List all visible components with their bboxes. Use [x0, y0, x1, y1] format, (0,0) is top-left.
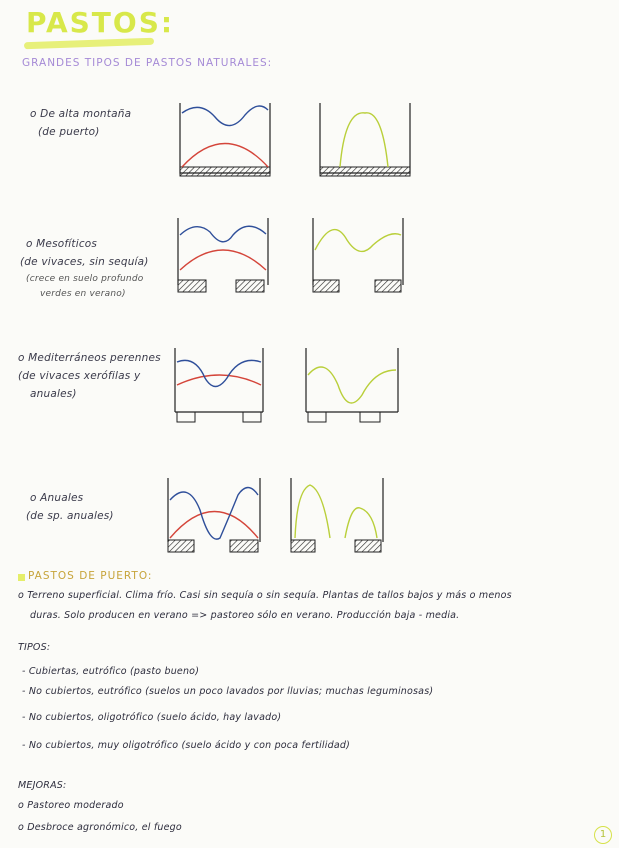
puerto-line-2: duras. Solo producen en verano => pastoreo sólo en verano. Producción baja - media. [30, 610, 460, 621]
diagram-mediterraneos-green [300, 340, 410, 430]
type-3-sublabel: (de vivaces xerófilas y [18, 370, 141, 382]
section-title: PASTOS DE PUERTO: [28, 570, 153, 582]
diagram-mesofiticos-bicolor [168, 210, 278, 300]
tipos-title: TIPOS: [18, 642, 51, 653]
type-2-label: o Mesofíticos [26, 238, 98, 250]
type-3-label: o Mediterráneos perennes [18, 352, 161, 364]
mejora-2: o Desbroce agronómico, el fuego [18, 822, 182, 833]
page-number: 1 [594, 826, 612, 844]
type-4-label: o Anuales [30, 492, 84, 504]
mejoras-title: MEJORAS: [18, 780, 67, 791]
tipo-3: - No cubiertos, oligotrófico (suelo ácido, hay lavado) [22, 712, 282, 723]
puerto-line-1: o Terreno superficial. Clima frío. Casi sin sequía o sin sequía. Plantas de tallos bajos y más o menos [18, 590, 512, 601]
type-1-sublabel: (de puerto) [38, 126, 100, 138]
diagram-anuales-bicolor [160, 470, 270, 560]
section-bullet [18, 574, 25, 581]
tipo-1: - Cubiertas, eutrófico (pasto bueno) [22, 666, 200, 677]
tipo-2: - No cubiertos, eutrófico (suelos un poco lavados por lluvias; muchas leguminosas) [22, 686, 434, 697]
diagram-anuales-green [285, 470, 395, 560]
mejora-1: o Pastoreo moderado [18, 800, 124, 811]
type-2-sublabel: (de vivaces, sin sequía) [20, 256, 149, 268]
type-4-sublabel: (de sp. anuales) [26, 510, 114, 522]
diagram-mesofiticos-green [305, 210, 415, 300]
title-highlight [24, 38, 154, 50]
type-2-note-1: (crece en suelo profundo [26, 274, 144, 284]
page-title: PASTOS: [26, 6, 175, 39]
diagram-alta-montana-bicolor [170, 95, 280, 185]
type-1-label: o De alta montaña [30, 108, 132, 120]
type-2-note-2: verdes en verano) [40, 289, 126, 299]
diagram-alta-montana-green [310, 95, 420, 185]
diagram-mediterraneos-bicolor [165, 340, 275, 430]
subtitle: GRANDES TIPOS DE PASTOS NATURALES: [22, 57, 273, 69]
tipo-4: - No cubiertos, muy oligotrófico (suelo ácido y con poca fertilidad) [22, 740, 350, 751]
type-3-sublabel-2: anuales) [30, 388, 77, 400]
